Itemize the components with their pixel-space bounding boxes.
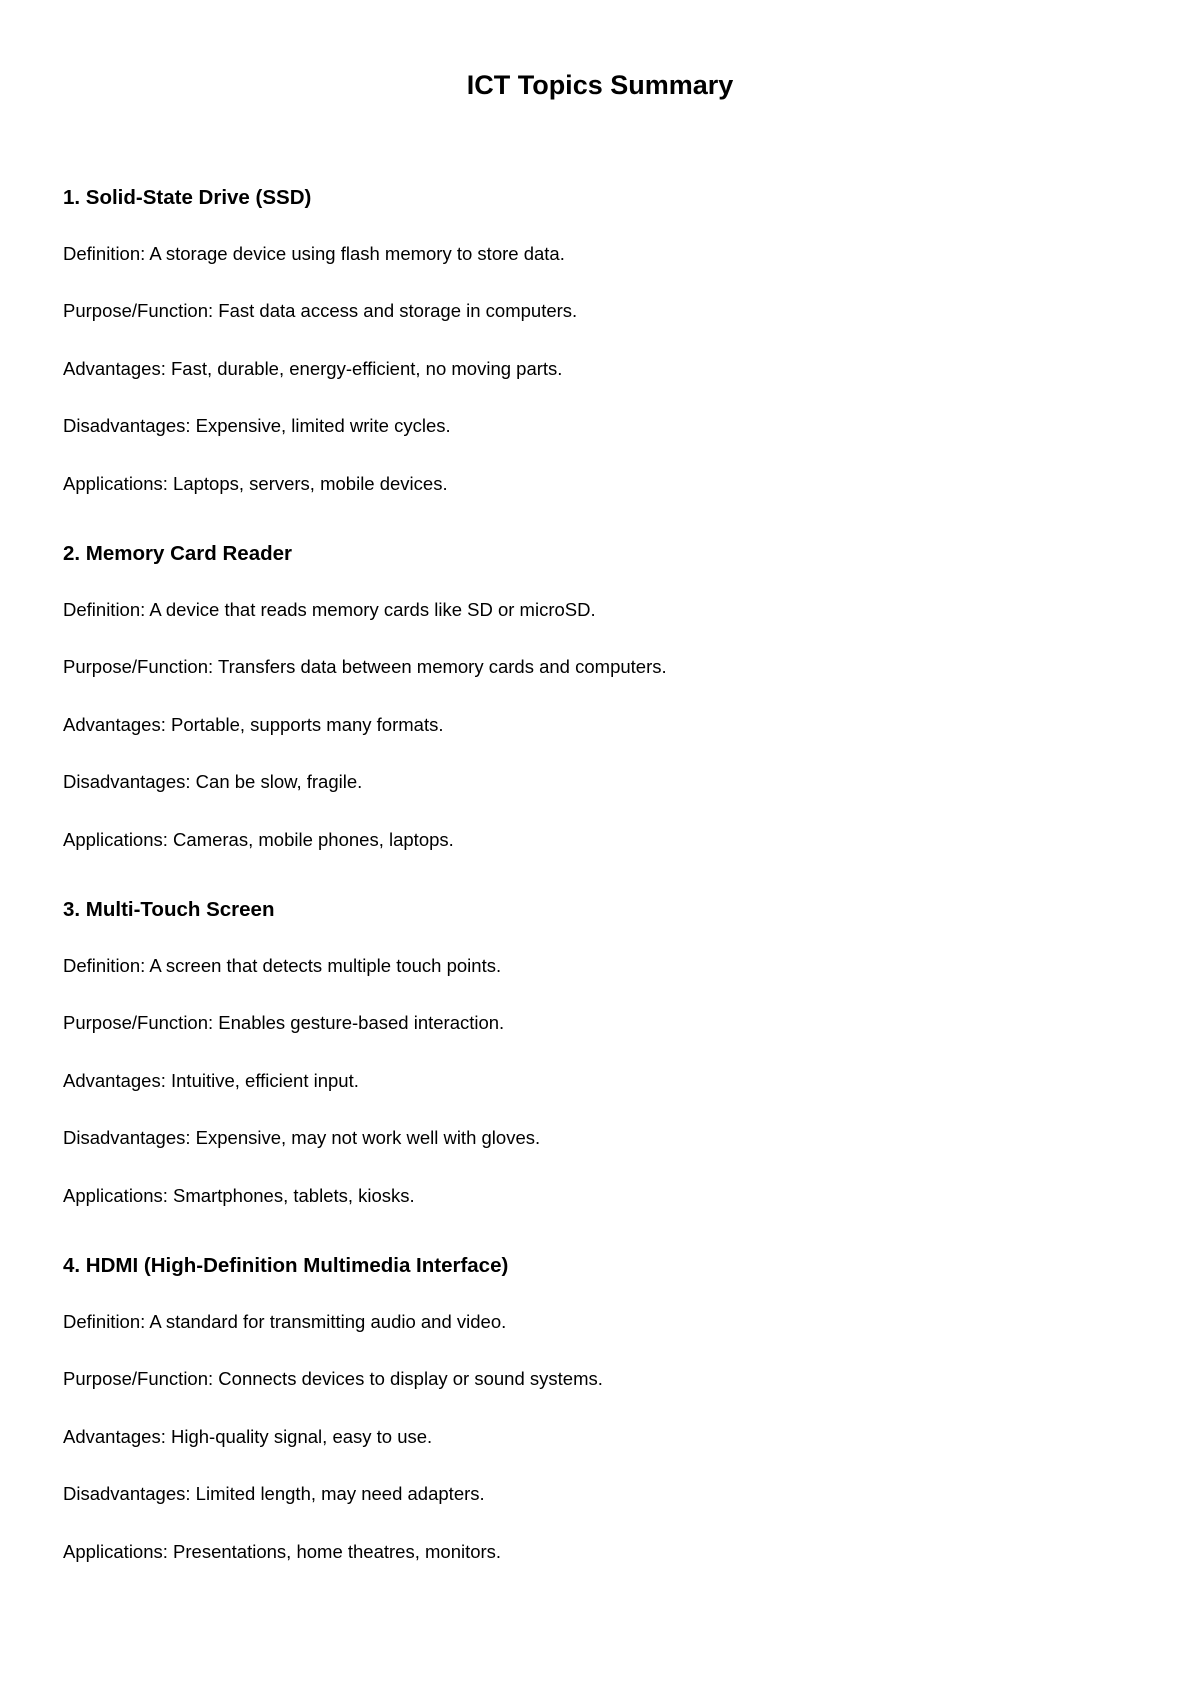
section-memory-card-reader <box>63 541 1133 897</box>
purpose-line <box>63 299 577 323</box>
field-value: Fast data access and storage in computers. <box>218 300 578 321</box>
definition-line <box>63 242 565 266</box>
field-label: Purpose/Function : <box>63 1368 218 1389</box>
field-value: A storage device using flash memory to store data. <box>149 243 565 264</box>
field-value: Limited length, may need adapters. <box>195 1483 485 1504</box>
field-value: Expensive, limited write cycles. <box>195 415 451 436</box>
field-value: Can be slow, fragile. <box>195 771 363 792</box>
section-multi-touch-screen <box>63 897 1133 1253</box>
advantages-line <box>63 1069 359 1093</box>
section-ssd <box>63 185 1133 541</box>
topic-sections <box>63 185 1133 1609</box>
field-label: Applications : <box>63 1541 173 1562</box>
field-label: Purpose/Function : <box>63 300 218 321</box>
field-value: Intuitive, efficient input. <box>171 1070 359 1091</box>
section-heading: 1. Solid-State Drive (SSD) <box>63 186 312 209</box>
field-label: Disadvantages : <box>63 1483 196 1504</box>
field-label: Definition : <box>63 1311 149 1332</box>
field-value: Connects devices to display or sound systems. <box>218 1368 603 1389</box>
applications-line <box>63 472 448 496</box>
field-value: Smartphones, tablets, kiosks. <box>173 1185 415 1206</box>
field-value: A standard for transmitting audio and video. <box>149 1311 507 1332</box>
field-value: Expensive, may not work well with gloves. <box>195 1127 541 1148</box>
field-label: Definition : <box>63 243 149 264</box>
field-value: Portable, supports many formats. <box>171 714 444 735</box>
applications-line <box>63 828 454 852</box>
disadvantages-line <box>63 1126 540 1150</box>
field-label: Definition : <box>63 955 149 976</box>
field-label: Applications : <box>63 1185 173 1206</box>
field-value: Fast, durable, energy-efficient, no moving parts. <box>171 358 563 379</box>
advantages-line <box>63 357 562 381</box>
field-label: Disadvantages : <box>63 415 196 436</box>
section-heading: 4. HDMI (High-Definition Multimedia Interface) <box>63 1254 509 1277</box>
section-heading: 2. Memory Card Reader <box>63 542 293 565</box>
applications-line <box>63 1184 415 1208</box>
disadvantages-line <box>63 1482 485 1506</box>
field-label: Applications : <box>63 829 173 850</box>
field-value: Enables gesture-based interaction. <box>218 1012 505 1033</box>
field-label: Advantages : <box>63 358 171 379</box>
definition-line <box>63 598 596 622</box>
field-label: Disadvantages : <box>63 771 196 792</box>
field-value: Laptops, servers, mobile devices. <box>173 473 448 494</box>
definition-line <box>63 1310 506 1334</box>
field-label: Definition : <box>63 599 149 620</box>
advantages-line <box>63 1425 432 1449</box>
field-label: Advantages : <box>63 1070 171 1091</box>
field-label: Advantages : <box>63 714 171 735</box>
field-label: Disadvantages : <box>63 1127 196 1148</box>
section-heading: 3. Multi-Touch Screen <box>63 898 275 921</box>
field-value: Cameras, mobile phones, laptops. <box>173 829 454 850</box>
purpose-line <box>63 1367 603 1391</box>
field-value: Transfers data between memory cards and computers. <box>217 656 667 677</box>
field-label: Advantages : <box>63 1426 171 1447</box>
field-label: Purpose/Function : <box>63 1012 218 1033</box>
applications-line <box>63 1540 501 1564</box>
definition-line <box>63 954 501 978</box>
section-hdmi <box>63 1253 1133 1609</box>
page-title: ICT Topics Summary <box>466 70 734 100</box>
purpose-line <box>63 655 667 679</box>
purpose-line <box>63 1011 504 1035</box>
field-label: Applications : <box>63 473 173 494</box>
field-value: A device that reads memory cards like SD or microSD. <box>149 599 596 620</box>
advantages-line <box>63 713 443 737</box>
field-value: A screen that detects multiple touch points. <box>149 955 502 976</box>
field-value: High-quality signal, easy to use. <box>171 1426 433 1447</box>
disadvantages-line <box>63 414 451 438</box>
field-value: Presentations, home theatres, monitors. <box>173 1541 502 1562</box>
field-label: Purpose/Function : <box>63 656 218 677</box>
disadvantages-line <box>63 770 362 794</box>
